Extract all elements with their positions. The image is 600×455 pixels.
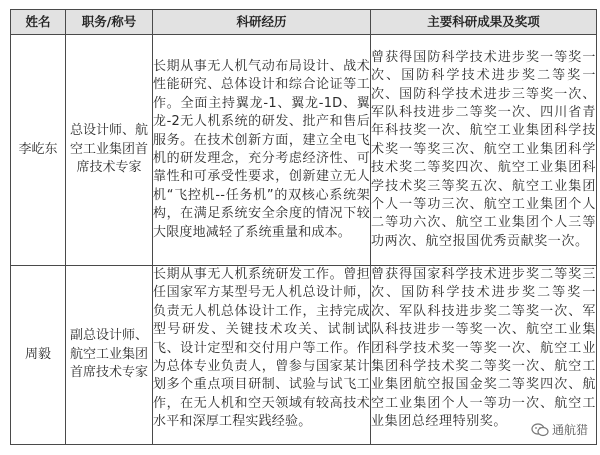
table-row [11, 266, 597, 445]
watermark [529, 420, 592, 439]
researcher-name: 周毅 [11, 266, 66, 445]
researcher-name: 李屹东 [11, 35, 66, 266]
research-experience [153, 266, 371, 445]
header-awards: 主要科研成果及奖项 [371, 10, 597, 35]
header-name: 姓名 [11, 10, 66, 35]
research-awards [371, 266, 597, 445]
researchers-table [10, 9, 597, 445]
table-header-row [11, 10, 597, 35]
watermark-text: 通航猎 [551, 423, 588, 437]
research-experience-text: 长期从事无人机系统研发工作。曾担任国家军方某型号无人机总设计师，负责无人机总体设计工作，主持完成型号研发、关键技术攻关、试制试飞、设计定型和交付用户等工作。作为总体专业负责人，曾参与国家某计划多个重点项目研制、试验与试飞工作，在无人机和空天领域有较高技术水平和深厚工程实践经验。 [153, 267, 370, 430]
research-awards-text: 曾获得国家科学技术进步奖二等奖三次、国防科学技术进步奖二等奖一次、军队科技进步奖二等奖一次、军队科技进步一等奖一次、航空工业集团科学技术奖一等奖一次、航空工业集团科学技术奖二等奖一次、航空工业集团航空报国金奖二等奖四次、航空工业集团个人一等功一次、航空工业集团总经理特别奖。 [371, 267, 596, 430]
research-experience: 长期从事无人机气动布局设计、战术性能研究、总体设计和综合论证等工作。全面主持翼龙-1、翼龙-1D、翼龙-2无人机系统的研发、批产和售后服务。在技术创新方面，建立全电飞机的研发理念，充分考虑经济性、可靠性和可承受性要求，创新建立无人机“飞控机--任务机”的双核心系统架构，在满足系统安全余度的情况下较大限度地减轻了系统重量和成本。 [153, 35, 371, 266]
researcher-role: 总设计师、航空工业集团首席技术专家 [66, 35, 153, 266]
wechat-icon [531, 423, 549, 437]
research-awards: 曾获得国防科学技术进步奖一等奖一次、国防科学技术进步奖二等奖一次、国防科学技术进步三等奖一次、军队科技进步二等奖一次、四川省青年科技奖一次、航空工业集团科学技术奖一等奖三次、航空工业集团科学技术奖二等奖四次、航空工业集团科学技术奖三等奖五次、航空工业集团个人一等功三次、航空工业集团个人二等功六次、航空工业集团个人三等功两次、航空报国优秀贡献奖一次。 [371, 35, 597, 266]
header-experience: 科研经历 [153, 10, 371, 35]
table-row [11, 35, 597, 266]
header-role: 职务/称号 [66, 10, 153, 35]
researcher-role: 副总设计师、航空工业集团首席技术专家 [66, 266, 153, 445]
